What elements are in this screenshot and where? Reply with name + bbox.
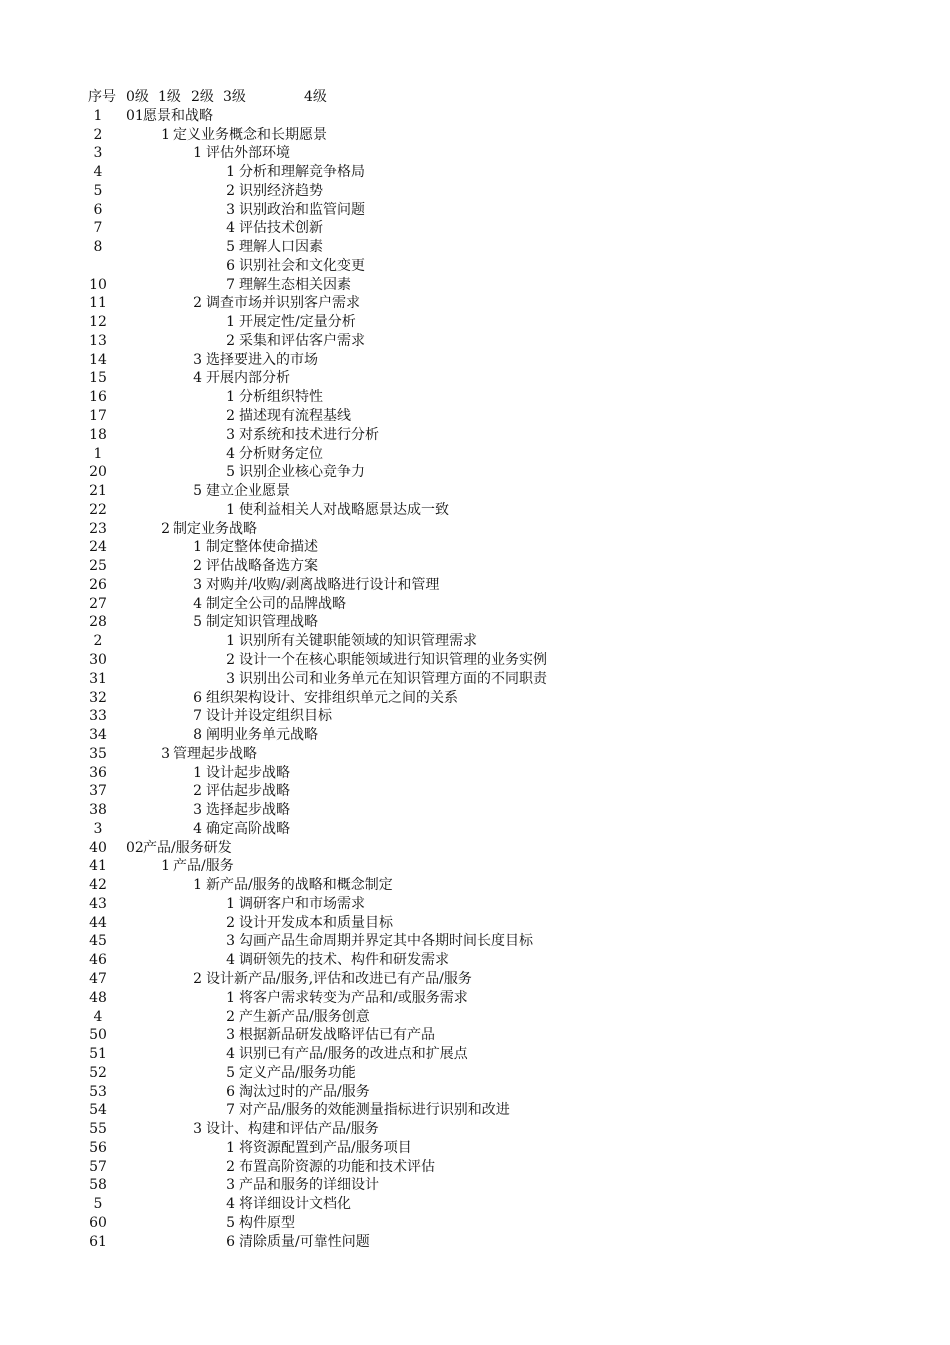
row-level-number: 1: [161, 858, 170, 875]
table-row: [0, 1064, 950, 1083]
row-seq: 33: [89, 708, 107, 725]
row-seq: 6: [93, 201, 103, 218]
row-level-number: 8: [193, 727, 202, 744]
row-process-name: 产品和服务的详细设计: [239, 1177, 379, 1194]
row-level-number: 5: [226, 239, 235, 256]
table-row: [0, 670, 950, 689]
row-seq: 27: [89, 595, 107, 612]
table-row: [0, 726, 950, 745]
row-process-name: 制定知识管理战略: [206, 614, 318, 631]
row-seq: 54: [89, 1102, 107, 1119]
row-process-name: 管理起步战略: [173, 745, 257, 762]
table-row: [0, 689, 950, 708]
row-seq: 1: [93, 107, 103, 124]
row-process-name: 识别社会和文化变更: [239, 257, 365, 274]
table-row: [0, 163, 950, 182]
row-process-name: 阐明业务单元战略: [206, 727, 318, 744]
row-level-number: 3: [193, 802, 202, 819]
row-process-name: 建立企业愿景: [206, 483, 290, 500]
row-process-name: 调研领先的技术、构件和研发需求: [239, 952, 449, 969]
row-process-name: 识别企业核心竞争力: [239, 464, 365, 481]
row-process-name: 调研客户和市场需求: [239, 895, 365, 912]
row-process-name: 理解人口因素: [239, 239, 323, 256]
row-seq: 61: [89, 1233, 107, 1250]
table-body: [0, 107, 950, 1252]
row-seq: 50: [89, 1027, 107, 1044]
row-seq: 10: [89, 276, 107, 293]
row-seq: 11: [89, 295, 107, 312]
table-row: [0, 876, 950, 895]
row-seq: 21: [89, 483, 107, 500]
row-level-number: 2: [161, 520, 170, 537]
row-seq: 2: [93, 633, 103, 650]
row-process-name: 组织架构设计、安排组织单元之间的关系: [206, 689, 458, 706]
row-level-number: 2: [226, 332, 235, 349]
table-row: [0, 538, 950, 557]
table-row: [0, 520, 950, 539]
table-row: [0, 388, 950, 407]
row-seq: 24: [89, 539, 107, 556]
row-seq: 44: [89, 914, 107, 931]
table-row: [0, 107, 950, 126]
row-seq: 34: [89, 727, 107, 744]
row-process-name: 设计一个在核心职能领域进行知识管理的业务实例: [239, 651, 547, 668]
row-process-name: 将详细设计文档化: [239, 1196, 351, 1213]
row-seq: 22: [89, 501, 107, 518]
table-row: [0, 1008, 950, 1027]
table-row: [0, 369, 950, 388]
row-level-number: 7: [193, 708, 202, 725]
row-level-number: 4: [226, 1196, 235, 1213]
row-level-number: 02: [126, 839, 144, 856]
row-level-number: 2: [193, 783, 202, 800]
row-seq: 31: [89, 670, 107, 687]
row-level-number: 1: [193, 145, 202, 162]
table-row: [0, 613, 950, 632]
row-level-number: 2: [226, 914, 235, 931]
table-row: [0, 351, 950, 370]
row-seq: 20: [89, 464, 107, 481]
row-process-name: 开展定性/定量分析: [239, 314, 356, 331]
row-level-number: 4: [193, 595, 202, 612]
row-seq: 57: [89, 1158, 107, 1175]
table-row: [0, 1214, 950, 1233]
row-process-name: 识别经济趋势: [239, 182, 323, 199]
row-level-number: 1: [226, 314, 235, 331]
row-process-name: 定义业务概念和长期愿景: [173, 126, 327, 143]
row-seq: 56: [89, 1139, 107, 1156]
table-row: [0, 820, 950, 839]
row-seq: 32: [89, 689, 107, 706]
table-row: [0, 144, 950, 163]
row-process-name: 调查市场并识别客户需求: [206, 295, 360, 312]
table-row: [0, 745, 950, 764]
row-level-number: 3: [226, 933, 235, 950]
row-level-number: 3: [161, 745, 170, 762]
table-row: [0, 1233, 950, 1252]
table-row: [0, 1158, 950, 1177]
row-seq: 41: [89, 858, 107, 875]
row-level-number: 3: [226, 670, 235, 687]
row-process-name: 理解生态相关因素: [239, 276, 351, 293]
table-row: [0, 801, 950, 820]
row-process-name: 使利益相关人对战略愿景达成一致: [239, 501, 449, 518]
row-seq: 30: [89, 651, 107, 668]
row-level-number: 1: [226, 895, 235, 912]
row-seq: 45: [89, 933, 107, 950]
table-row: [0, 764, 950, 783]
row-seq: 14: [89, 351, 107, 368]
row-process-name: 对购并/收购/剥离战略进行设计和管理: [206, 576, 440, 593]
row-level-number: 2: [193, 558, 202, 575]
row-level-number: 01: [126, 107, 144, 124]
row-seq: 55: [89, 1121, 107, 1138]
row-process-name: 选择要进入的市场: [206, 351, 318, 368]
row-process-name: 设计、构建和评估产品/服务: [206, 1121, 379, 1138]
table-row: [0, 501, 950, 520]
row-process-name: 评估技术创新: [239, 220, 323, 237]
row-seq: 4: [93, 1008, 103, 1025]
row-level-number: 2: [226, 1008, 235, 1025]
table-row: [0, 782, 950, 801]
table-row: [0, 839, 950, 858]
table-row: [0, 557, 950, 576]
row-process-name: 构件原型: [239, 1214, 295, 1231]
row-process-name: 根据新品研发战略评估已有产品: [239, 1027, 435, 1044]
row-seq: 17: [89, 408, 107, 425]
row-level-number: 1: [226, 1139, 235, 1156]
row-level-number: 5: [226, 464, 235, 481]
row-level-number: 5: [193, 483, 202, 500]
row-seq: 13: [89, 332, 107, 349]
row-level-number: 2: [226, 408, 235, 425]
row-process-name: 愿景和战略: [143, 107, 213, 124]
row-seq: 4: [93, 164, 103, 181]
table-row: [0, 989, 950, 1008]
table-row: [0, 257, 950, 276]
row-seq: 7: [93, 220, 103, 237]
row-seq: 26: [89, 576, 107, 593]
row-seq: 23: [89, 520, 107, 537]
row-level-number: 1: [226, 164, 235, 181]
row-seq: 42: [89, 877, 107, 894]
row-seq: 3: [93, 145, 103, 162]
row-seq: 28: [89, 614, 107, 631]
table-row: [0, 1176, 950, 1195]
row-level-number: 3: [226, 426, 235, 443]
row-level-number: 2: [193, 970, 202, 987]
row-process-name: 评估外部环境: [206, 145, 290, 162]
table-row: [0, 970, 950, 989]
row-level-number: 2: [226, 182, 235, 199]
row-process-name: 开展内部分析: [206, 370, 290, 387]
table-row: [0, 294, 950, 313]
table-row: [0, 1139, 950, 1158]
row-process-name: 分析财务定位: [239, 445, 323, 462]
row-process-name: 分析组织特性: [239, 389, 323, 406]
row-level-number: 1: [226, 989, 235, 1006]
row-level-number: 6: [226, 1083, 235, 1100]
table-row: [0, 1083, 950, 1102]
table-row: [0, 632, 950, 651]
header-level3: 3级: [223, 89, 246, 105]
table-row: [0, 932, 950, 951]
row-level-number: 4: [193, 370, 202, 387]
row-seq: 40: [89, 839, 107, 856]
row-seq: 15: [89, 370, 107, 387]
row-seq: 8: [93, 239, 103, 256]
table-row: [0, 126, 950, 145]
row-level-number: 3: [193, 351, 202, 368]
row-process-name: 设计起步战略: [206, 764, 290, 781]
row-process-name: 确定高阶战略: [206, 820, 290, 837]
table-row: [0, 313, 950, 332]
row-level-number: 1: [226, 633, 235, 650]
row-process-name: 设计开发成本和质量目标: [239, 914, 393, 931]
table-row: [0, 426, 950, 445]
row-level-number: 3: [226, 1177, 235, 1194]
row-level-number: 5: [226, 1214, 235, 1231]
table-row: [0, 951, 950, 970]
table-row: [0, 1101, 950, 1120]
row-level-number: 6: [226, 257, 235, 274]
row-level-number: 5: [226, 1064, 235, 1081]
table-row: [0, 914, 950, 933]
row-seq: 16: [89, 389, 107, 406]
table-row: [0, 482, 950, 501]
row-process-name: 设计并设定组织目标: [206, 708, 332, 725]
row-seq: 5: [93, 182, 103, 199]
row-process-name: 识别已有产品/服务的改进点和扩展点: [239, 1046, 468, 1063]
process-table: [0, 88, 950, 1251]
row-process-name: 选择起步战略: [206, 802, 290, 819]
row-level-number: 6: [226, 1233, 235, 1250]
table-row: [0, 276, 950, 295]
row-process-name: 产品/服务: [173, 858, 234, 875]
row-process-name: 产生新产品/服务创意: [239, 1008, 370, 1025]
row-process-name: 将客户需求转变为产品和/或服务需求: [239, 989, 468, 1006]
row-level-number: 1: [226, 389, 235, 406]
row-process-name: 清除质量/可靠性问题: [239, 1233, 370, 1250]
row-seq: 46: [89, 952, 107, 969]
row-process-name: 勾画产品生命周期并界定其中各期时间长度目标: [239, 933, 533, 950]
row-seq: 48: [89, 989, 107, 1006]
table-row: [0, 595, 950, 614]
table-row: [0, 576, 950, 595]
row-level-number: 7: [226, 1102, 235, 1119]
row-seq: 37: [89, 783, 107, 800]
row-level-number: 1: [193, 539, 202, 556]
table-row: [0, 238, 950, 257]
row-seq: 47: [89, 970, 107, 987]
row-level-number: 5: [193, 614, 202, 631]
row-process-name: 新产品/服务的战略和概念制定: [206, 877, 393, 894]
row-level-number: 2: [193, 295, 202, 312]
row-level-number: 4: [226, 220, 235, 237]
row-process-name: 分析和理解竞争格局: [239, 164, 365, 181]
row-level-number: 4: [226, 445, 235, 462]
row-seq: 3: [93, 820, 103, 837]
table-row: [0, 445, 950, 464]
row-level-number: 3: [226, 201, 235, 218]
row-seq: 43: [89, 895, 107, 912]
row-process-name: 采集和评估客户需求: [239, 332, 365, 349]
row-level-number: 4: [226, 1046, 235, 1063]
header-level0: 0级: [126, 89, 149, 105]
row-seq: 25: [89, 558, 107, 575]
table-row: [0, 1045, 950, 1064]
row-level-number: 6: [193, 689, 202, 706]
table-header: [0, 88, 950, 107]
row-process-name: 评估战略备选方案: [206, 558, 318, 575]
row-seq: 12: [89, 314, 107, 331]
row-process-name: 定义产品/服务功能: [239, 1064, 356, 1081]
table-row: [0, 895, 950, 914]
header-level1: 1级: [158, 89, 181, 105]
row-process-name: 描述现有流程基线: [239, 408, 351, 425]
row-level-number: 4: [193, 820, 202, 837]
table-row: [0, 1120, 950, 1139]
table-row: [0, 1195, 950, 1214]
row-seq: 5: [93, 1196, 103, 1213]
row-process-name: 设计新产品/服务,评估和改进已有产品/服务: [206, 970, 472, 987]
row-process-name: 淘汰过时的产品/服务: [239, 1083, 370, 1100]
table-row: [0, 219, 950, 238]
table-row: [0, 463, 950, 482]
row-seq: 51: [89, 1046, 107, 1063]
row-level-number: 3: [193, 1121, 202, 1138]
row-level-number: 3: [193, 576, 202, 593]
row-level-number: 3: [226, 1027, 235, 1044]
row-level-number: 1: [161, 126, 170, 143]
row-process-name: 将资源配置到产品/服务项目: [239, 1139, 412, 1156]
header-seq: 序号: [88, 89, 116, 105]
table-row: [0, 1026, 950, 1045]
row-seq: 18: [89, 426, 107, 443]
table-row: [0, 332, 950, 351]
row-seq: 36: [89, 764, 107, 781]
row-seq: 60: [89, 1214, 107, 1231]
row-level-number: 2: [226, 651, 235, 668]
row-level-number: 1: [193, 764, 202, 781]
row-level-number: 1: [226, 501, 235, 518]
row-seq: 53: [89, 1083, 107, 1100]
row-process-name: 制定全公司的品牌战略: [206, 595, 346, 612]
table-row: [0, 707, 950, 726]
row-process-name: 识别出公司和业务单元在知识管理方面的不同职责: [239, 670, 547, 687]
row-process-name: 评估起步战略: [206, 783, 290, 800]
table-row: [0, 182, 950, 201]
row-level-number: 1: [193, 877, 202, 894]
row-seq: 38: [89, 802, 107, 819]
table-row: [0, 651, 950, 670]
row-seq: 35: [89, 745, 107, 762]
row-seq: 2: [93, 126, 103, 143]
row-process-name: 布置高阶资源的功能和技术评估: [239, 1158, 435, 1175]
row-level-number: 7: [226, 276, 235, 293]
row-level-number: 2: [226, 1158, 235, 1175]
row-seq: 58: [89, 1177, 107, 1194]
table-row: [0, 407, 950, 426]
row-process-name: 制定整体使命描述: [206, 539, 318, 556]
header-level2: 2级: [191, 89, 214, 105]
header-level4: 4级: [304, 89, 327, 105]
row-process-name: 制定业务战略: [173, 520, 257, 537]
row-seq: 1: [93, 445, 103, 462]
row-process-name: 对系统和技术进行分析: [239, 426, 379, 443]
table-row: [0, 857, 950, 876]
row-level-number: 4: [226, 952, 235, 969]
table-row: [0, 201, 950, 220]
row-process-name: 产品/服务研发: [143, 839, 232, 856]
row-process-name: 识别政治和监管问题: [239, 201, 365, 218]
row-process-name: 识别所有关键职能领域的知识管理需求: [239, 633, 477, 650]
row-process-name: 对产品/服务的效能测量指标进行识别和改进: [239, 1102, 510, 1119]
row-seq: 52: [89, 1064, 107, 1081]
